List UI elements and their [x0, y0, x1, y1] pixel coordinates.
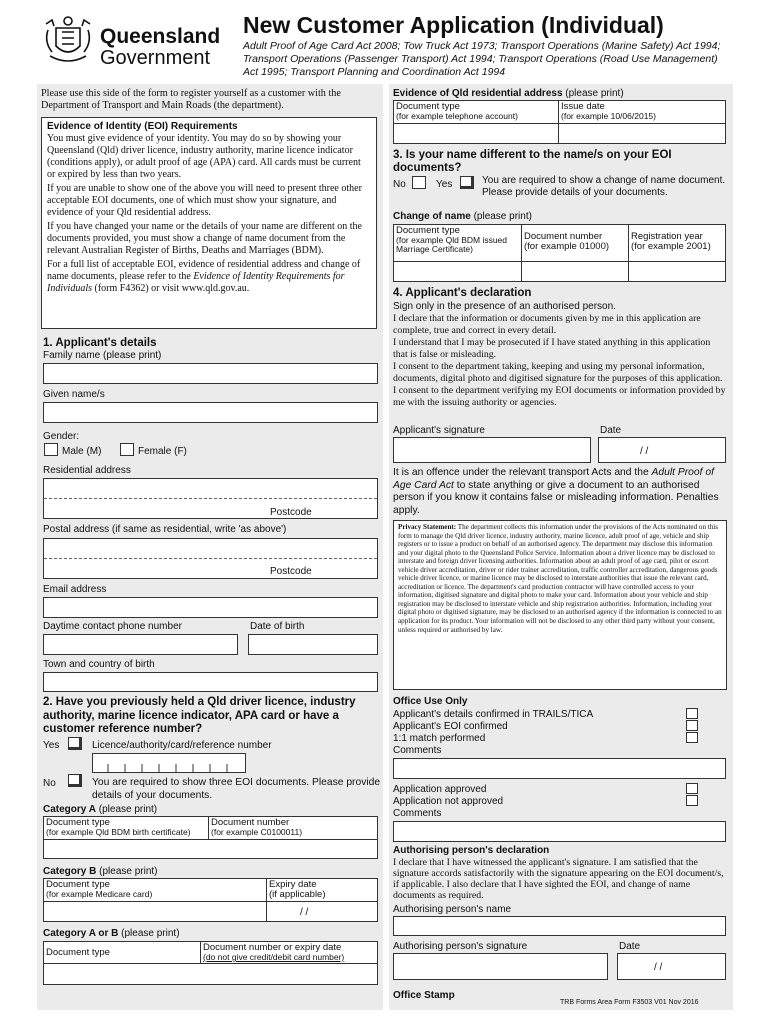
authorising-signature-input[interactable]	[393, 953, 608, 980]
category-b-expiry-input[interactable]	[266, 901, 378, 922]
section-3-no-label: No	[393, 179, 406, 190]
section-3-yes-checkbox[interactable]	[460, 176, 474, 189]
eoi-requirements-box	[41, 117, 377, 329]
sign-only-text: Sign only in the presence of an authorised person.	[393, 301, 616, 312]
office-comments2-label: Comments	[393, 808, 442, 819]
office-check3-checkbox[interactable]	[686, 732, 698, 743]
applicant-signature-input[interactable]	[393, 437, 591, 463]
family-name-label: Family name (please print)	[43, 350, 162, 361]
declaration-1: I declare that the information or documents given by me in this application are complete, true and correct in every detail.	[393, 313, 701, 336]
email-label: Email address	[43, 584, 107, 595]
email-input[interactable]	[43, 597, 378, 618]
office-check1-checkbox[interactable]	[686, 708, 698, 719]
dob-input[interactable]	[248, 634, 378, 655]
category-ab-number-header: Document number or expiry date (do not give credit/debit card number)	[200, 941, 378, 964]
postal-address-label: Postal address (if same as residential, write 'as above')	[43, 524, 287, 535]
qld-government-logo	[40, 12, 220, 70]
dob-label: Date of birth	[250, 621, 305, 632]
office-check2-label: Applicant's EOI confirmed	[393, 721, 508, 732]
eoi-paragraph-4: For a full list of acceptable EOI, evidence of residential address and change of name documents, please refer to the Evidence of Identity Requirements for Individuals (form F4362) or visit www.qld.gov.au.	[47, 259, 361, 294]
category-ab-doc-type-header: Document type	[43, 941, 201, 964]
crest-icon	[40, 12, 96, 68]
change-number-input[interactable]	[521, 261, 629, 282]
declaration-4: I consent to the department verifying my EOI documents or information provided by me with the issuing authority or agencies.	[393, 385, 726, 408]
category-ab-input[interactable]	[43, 963, 378, 985]
postal-address-divider	[44, 558, 377, 559]
logo-text-line2: Government	[100, 47, 211, 69]
section-2-heading: 2. Have you previously held a Qld driver licence, industry authority, marine licence indicator, APA card or have a customer reference number?	[43, 696, 356, 735]
residential-postcode-label: Postcode	[270, 507, 312, 518]
category-b-expiry-header: Expiry date (if applicable)	[266, 878, 378, 902]
category-a-doc-type-header: Document type (for example Qld BDM birth certificate)	[43, 816, 209, 840]
declaration-text	[393, 313, 727, 409]
section-2-no-checkbox[interactable]	[68, 774, 82, 787]
town-country-birth-label: Town and country of birth	[43, 659, 155, 670]
authorising-name-input[interactable]	[393, 916, 726, 936]
change-doc-input[interactable]	[393, 261, 522, 282]
section-3-yes-label: Yes	[436, 179, 453, 190]
family-name-input[interactable]	[43, 363, 378, 384]
form-title: New Customer Application (Individual)	[243, 12, 664, 38]
phone-label: Daytime contact phone number	[43, 621, 182, 632]
section-1-heading: 1. Applicant's details	[43, 337, 157, 349]
authorising-date-label: Date	[619, 941, 641, 952]
office-use-heading: Office Use Only	[393, 696, 468, 707]
residential-address-divider	[44, 498, 377, 499]
authorising-text: I declare that I have witnessed the applicant's signature. I am satisfied that the signature accords satisfactorily with the signature appearing on the EOI document/s, if applicable. I also declare that I have sighted the EOI, and change of name documents as required.	[393, 857, 724, 901]
residential-issue-date-input[interactable]	[558, 123, 726, 144]
office-comments1-label: Comments	[393, 745, 442, 756]
category-b-date-slashes: / /	[300, 907, 309, 918]
office-check3-label: 1:1 match performed	[393, 733, 486, 744]
form-acts: Adult Proof of Age Card Act 2008; Tow Truck Act 1973; Transport Operations (Marine Safety) Act 1994; Transport Operations (Passenger Transport) Act 1994; Transport Operations (Road Use Management) Act 1995; Transport Planning and Coordination Act 1994	[243, 40, 721, 78]
male-label: Male (M)	[62, 446, 102, 457]
declaration-3: I consent to the department taking, keeping and using my personal information, documents, digital photo and digitised signature for the purposes of this application.	[393, 361, 723, 384]
residential-issue-date-header: Issue date (for example 10/06/2015)	[558, 100, 726, 124]
gender-label: Gender:	[43, 431, 80, 442]
female-label: Female (F)	[138, 446, 187, 457]
applicant-signature-label: Applicant's signature	[393, 425, 485, 436]
category-b-doc-type-header: Document type (for example Medicare card)	[43, 878, 267, 902]
male-checkbox[interactable]	[44, 443, 58, 456]
eoi-paragraph-3: If you have changed your name or the details of your name are different on the documents provided, you must show a change of name document from the relevant Australian Register of Births, Deaths and Marriages (BDM).	[47, 221, 362, 256]
given-names-label: Given name/s	[43, 389, 105, 400]
section-2-yes-checkbox[interactable]	[68, 737, 82, 750]
category-b-doc-input[interactable]	[43, 901, 267, 922]
category-a-doc-number-header: Document number (for example C0100011)	[208, 816, 378, 840]
eoi-paragraph-2: If you are unable to show one of the above you will need to present three other acceptable EOI documents, one of which must show your signature, and evidence of your Qld residential address.	[47, 183, 362, 218]
not-approved-checkbox[interactable]	[686, 795, 698, 806]
section-2-yes-label: Yes	[43, 740, 60, 751]
postal-postcode-label: Postcode	[270, 566, 312, 577]
category-ab-label: Category A or B (please print)	[43, 928, 180, 939]
residential-doc-type-header: Document type (for example telephone account)	[393, 100, 559, 124]
authorising-heading: Authorising person's declaration	[393, 845, 550, 856]
section-3-no-checkbox[interactable]	[412, 176, 426, 189]
given-names-input[interactable]	[43, 402, 378, 423]
intro-text: Please use this side of the form to register yourself as a customer with the Department of Transport and Main Roads (the department).	[41, 88, 341, 111]
category-a-input[interactable]	[43, 839, 378, 859]
phone-input[interactable]	[43, 634, 238, 655]
not-approved-label: Application not approved	[393, 796, 504, 807]
change-doc-number-header: Document number (for example 01000)	[521, 224, 629, 262]
declaration-2: I understand that I may be prosecuted if I have stated anything in this application that is false or misleading.	[393, 337, 711, 360]
licence-number-ticks	[93, 754, 245, 772]
office-stamp-label: Office Stamp	[393, 990, 455, 1001]
office-check1-label: Applicant's details confirmed in TRAILS/TICA	[393, 709, 594, 720]
licence-number-label: Licence/authority/card/reference number	[92, 740, 272, 751]
logo-text-line1: Queensland	[100, 25, 221, 48]
section-4-heading: 4. Applicant's declaration	[393, 287, 532, 299]
eoi-paragraph-1: You must give evidence of your identity. You may do so by showing your Queensland (Qld) driver licence, industry authority, marine licence indicator (conditions apply), or adult proof of age (APA) card. All cards must be current or expired by less than two years.	[47, 133, 361, 180]
approved-checkbox[interactable]	[686, 783, 698, 794]
office-check2-checkbox[interactable]	[686, 720, 698, 731]
authorising-name-label: Authorising person's name	[393, 904, 512, 915]
office-comments2-input[interactable]	[393, 821, 726, 842]
residential-evidence-heading: Evidence of Qld residential address (please print)	[393, 88, 624, 99]
applicant-date-label: Date	[600, 425, 622, 436]
change-doc-type-header: Document type (for example Qld BDM issued Marriage Certificate)	[393, 224, 522, 262]
authorising-date-slashes: / /	[654, 962, 663, 973]
section-2-no-text: You are required to show three EOI documents. Please provide details of your documents.	[92, 777, 381, 801]
category-b-label: Category B (please print)	[43, 866, 158, 877]
section-3-yes-text: You are required to show a change of name document. Please provide details of your documents.	[482, 175, 726, 198]
licence-number-input[interactable]	[92, 753, 246, 773]
applicant-date-slashes: / /	[640, 446, 649, 457]
eoi-heading: Evidence of Identity (EOI) Requirements	[47, 121, 238, 132]
change-year-input[interactable]	[628, 261, 726, 282]
residential-doc-input[interactable]	[393, 123, 559, 144]
category-a-label: Category A (please print)	[43, 804, 158, 815]
applicant-date-input[interactable]	[598, 437, 726, 463]
form-footer: TRB Forms Area Form F3503 V01 Nov 2016	[560, 999, 699, 1006]
section-3-heading: 3. Is your name different to the name/s on your EOI documents?	[393, 149, 672, 174]
change-of-name-label: Change of name (please print)	[393, 211, 532, 222]
authorising-date-input[interactable]	[617, 953, 726, 980]
approved-label: Application approved	[393, 784, 487, 795]
section-2-no-label: No	[43, 778, 56, 789]
privacy-statement: Privacy Statement: The department collects this information under the provisions of the Acts nominated on this form to manage the Qld driver licence, industry authority, marine licence, adult proof of age, vehicle and ship registers or to issue a product on behalf of an authorised agency. The department may disclose this information and your digital photo to the Queensland Police Service. Information about a driver licence may be disclosed to interstate and foreign driver licensing authorities. Information about an adult proof of age card, pilot or escort vehicle driver accreditation, driver or rider trainer accreditation, traffic controller accreditation, dangerous goods vehicle driver licence, or marine licence may be disclosed to interstate authorities that issue the relevant card, accreditation or licence. The department's card production contractor will have controlled access to your information, digitised signature and digital photo to make your card. Information about your vehicle and ship registration may be disclosed to interstate vehicle and ship registration authorities. Information, including your digital photo or digitised signature, may be disclosed to an authorised agency if the information is connected to an application for its product. Your information will not be disclosed to any other third party without your consent, unless required or authorised by law.	[393, 520, 727, 690]
residential-address-label: Residential address	[43, 465, 131, 476]
offence-warning: It is an offence under the relevant transport Acts and the Adult Proof of Age Card Act to state anything or give a document to an authorised person if you know it contains false or misleading information. Penalties apply.	[393, 467, 719, 516]
town-country-birth-input[interactable]	[43, 672, 378, 692]
authorising-signature-label: Authorising person's signature	[393, 941, 528, 952]
change-reg-year-header: Registration year (for example 2001)	[628, 224, 726, 262]
female-checkbox[interactable]	[120, 443, 134, 456]
office-comments1-input[interactable]	[393, 758, 726, 779]
